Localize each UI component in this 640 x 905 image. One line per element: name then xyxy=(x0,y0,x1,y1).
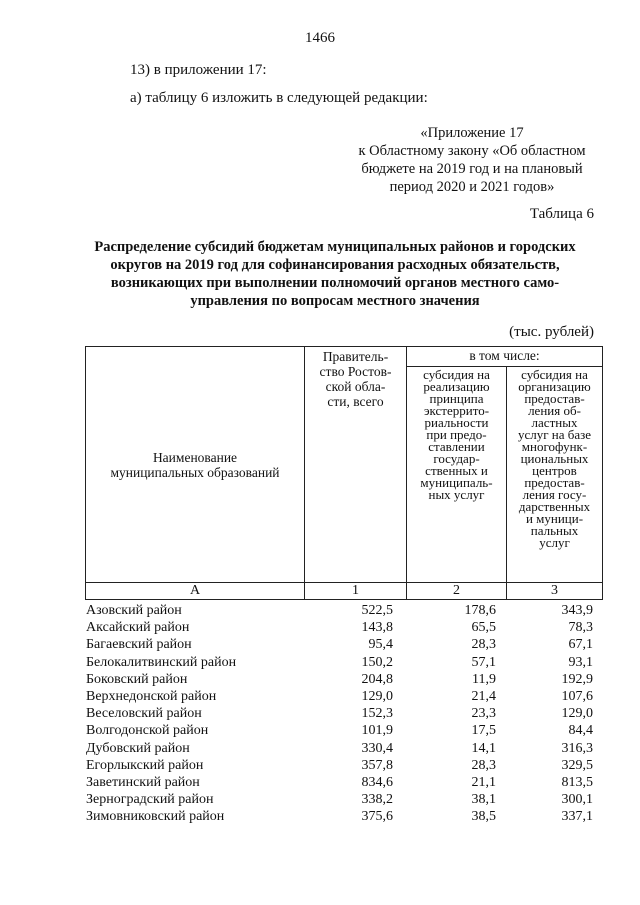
table-row xyxy=(86,602,596,619)
table-label: Таблица 6 xyxy=(529,206,594,222)
column-number-a: А xyxy=(86,583,305,600)
column-number-3: 3 xyxy=(507,583,603,600)
header-total-line: ство Ростов- xyxy=(319,364,392,379)
header-name xyxy=(86,347,305,583)
row-sub-1: 178,6 xyxy=(464,603,496,618)
row-sub-1: 28,3 xyxy=(471,757,496,773)
row-sub-2: 67,1 xyxy=(568,637,593,653)
appendix-line-3: бюджете на 2019 год и на плановый xyxy=(361,161,583,177)
row-sub-1: 21,1 xyxy=(471,774,496,790)
table-row xyxy=(86,671,596,688)
row-sub-2: 343,9 xyxy=(561,603,593,618)
row-sub-2: 813,5 xyxy=(561,774,593,790)
header-sub-1-line: принципа xyxy=(429,391,484,406)
table-row xyxy=(86,722,596,739)
header-sub-2-line: предостав- xyxy=(524,391,585,406)
header-sub-1-line: муниципаль- xyxy=(420,475,493,490)
row-sub-1: 57,1 xyxy=(471,654,496,670)
row-name: Азовский район xyxy=(86,603,182,618)
row-total: 375,6 xyxy=(361,809,393,825)
row-name: Егорлыкский район xyxy=(86,757,204,773)
header-sub-2-line: ления госу- xyxy=(522,487,587,502)
heading-line-4: управления по вопросам местного значения xyxy=(190,293,480,309)
header-sub-2-line: циональных xyxy=(520,451,589,466)
row-sub-2: 78,3 xyxy=(568,620,593,636)
header-sub-1-line: ственных и xyxy=(425,463,488,478)
table-row xyxy=(86,654,596,671)
table-row xyxy=(86,688,596,705)
row-name: Зерноградский район xyxy=(86,792,214,808)
table-row xyxy=(86,636,596,653)
row-total: 522,5 xyxy=(361,603,393,618)
header-name-line-2: муниципальных образований xyxy=(110,464,280,480)
row-sub-1: 23,3 xyxy=(471,706,496,722)
row-sub-1: 65,5 xyxy=(471,620,496,636)
header-sub-2-line: ластных xyxy=(531,415,578,430)
header-sub-1 xyxy=(407,367,507,583)
row-total: 143,8 xyxy=(361,620,393,636)
header-sub-2-line: пальных xyxy=(530,523,579,538)
row-sub-2: 300,1 xyxy=(561,792,593,808)
row-sub-2: 316,3 xyxy=(561,740,593,756)
column-number-2: 2 xyxy=(407,583,507,600)
table-heading xyxy=(70,238,600,310)
table-row xyxy=(86,740,596,757)
header-sub-2-line: многофунк- xyxy=(521,439,588,454)
header-sub-2-line: предостав- xyxy=(524,475,585,490)
appendix-line-4: период 2020 и 2021 годов» xyxy=(389,179,555,195)
header-total-line: сти, всего xyxy=(327,394,384,409)
heading-line-2: округов на 2019 год для софинансирования расходных обязательств, xyxy=(110,257,560,273)
row-name: Белокалитвинский район xyxy=(86,654,237,670)
row-sub-1: 28,3 xyxy=(471,637,496,653)
header-total-line: ской обла- xyxy=(325,379,386,394)
row-sub-2: 107,6 xyxy=(561,688,593,704)
table-row xyxy=(86,774,596,791)
header-sub-2-line: и муници- xyxy=(525,511,584,526)
heading-line-3: возникающих при выполнении полномочий органов местного само- xyxy=(110,275,560,291)
row-total: 101,9 xyxy=(361,723,393,739)
table-row xyxy=(86,757,596,774)
row-total: 95,4 xyxy=(368,637,393,653)
header-sub-2-line: центров xyxy=(532,463,577,478)
header-including: в том числе: xyxy=(407,347,603,367)
row-sub-1: 38,5 xyxy=(471,809,496,825)
header-sub-2-line: дарственных xyxy=(518,499,591,514)
row-sub-2: 329,5 xyxy=(561,757,593,773)
row-sub-2: 337,1 xyxy=(561,809,593,825)
row-name: Зимовниковский район xyxy=(86,809,225,825)
row-total: 330,4 xyxy=(361,740,393,756)
header-sub-1-line: экстеррито- xyxy=(423,403,490,418)
header-sub-2 xyxy=(507,367,603,583)
header-sub-1-line: ных услуг xyxy=(428,487,485,502)
appendix-line-2: к Областному закону «Об областном xyxy=(358,143,586,159)
appendix-reference xyxy=(352,124,592,196)
row-sub-2: 129,0 xyxy=(561,706,593,722)
header-total xyxy=(305,347,407,583)
row-total: 204,8 xyxy=(361,671,393,687)
header-total-line: Правитель- xyxy=(322,349,389,364)
table-header xyxy=(85,346,603,600)
row-sub-2: 84,4 xyxy=(568,723,593,739)
row-name: Багаевский район xyxy=(86,637,192,653)
row-sub-1: 14,1 xyxy=(471,740,496,756)
row-sub-1: 11,9 xyxy=(472,671,496,687)
row-name: Дубовский район xyxy=(86,740,190,756)
header-sub-1-line: риальности xyxy=(424,415,489,430)
column-number-1: 1 xyxy=(305,583,407,600)
row-total: 357,8 xyxy=(361,757,393,773)
page-number: 1466 xyxy=(305,30,335,46)
header-name-line-1: Наименование xyxy=(152,449,238,465)
table-body xyxy=(86,602,596,825)
row-name: Боковский район xyxy=(86,671,188,687)
table-row xyxy=(86,791,596,808)
heading-line-1: Распределение субсидий бюджетам муниципальных районов и городских xyxy=(94,239,576,255)
row-name: Аксайский район xyxy=(86,620,190,636)
row-name: Веселовский район xyxy=(86,706,202,722)
row-total: 150,2 xyxy=(361,654,393,670)
appendix-line-1: «Приложение 17 xyxy=(420,125,524,141)
row-total: 834,6 xyxy=(361,774,393,790)
row-sub-2: 192,9 xyxy=(561,671,593,687)
units-label: (тыс. рублей) xyxy=(509,324,594,340)
row-name: Верхнедонской район xyxy=(86,688,217,704)
header-sub-2-line: услуг на базе xyxy=(517,427,592,442)
row-sub-1: 17,5 xyxy=(471,723,496,739)
header-sub-2-line: услуг xyxy=(539,535,570,550)
row-total: 338,2 xyxy=(361,792,393,808)
header-sub-2-line: субсидия на xyxy=(521,367,588,382)
header-sub-1-line: при предо- xyxy=(426,427,487,442)
header-sub-1-line: ставлении xyxy=(428,439,485,454)
row-sub-1: 38,1 xyxy=(471,792,496,808)
row-sub-2: 93,1 xyxy=(568,654,593,670)
header-sub-1-line: государ- xyxy=(433,451,480,466)
header-sub-2-line: ления об- xyxy=(528,403,581,418)
intro-line-2: а) таблицу 6 изложить в следующей редакции: xyxy=(130,90,428,106)
row-name: Заветинский район xyxy=(86,774,200,790)
intro-line-1: 13) в приложении 17: xyxy=(130,62,267,78)
table-row xyxy=(86,705,596,722)
row-name: Волгодонской район xyxy=(86,723,209,739)
header-sub-2-line: организацию xyxy=(518,379,591,394)
header-sub-1-line: субсидия на xyxy=(423,367,490,382)
row-total: 152,3 xyxy=(361,706,393,722)
row-sub-1: 21,4 xyxy=(471,688,496,704)
row-total: 129,0 xyxy=(361,688,393,704)
table-row xyxy=(86,619,596,636)
header-sub-1-line: реализацию xyxy=(423,379,490,394)
table-row xyxy=(86,808,596,825)
